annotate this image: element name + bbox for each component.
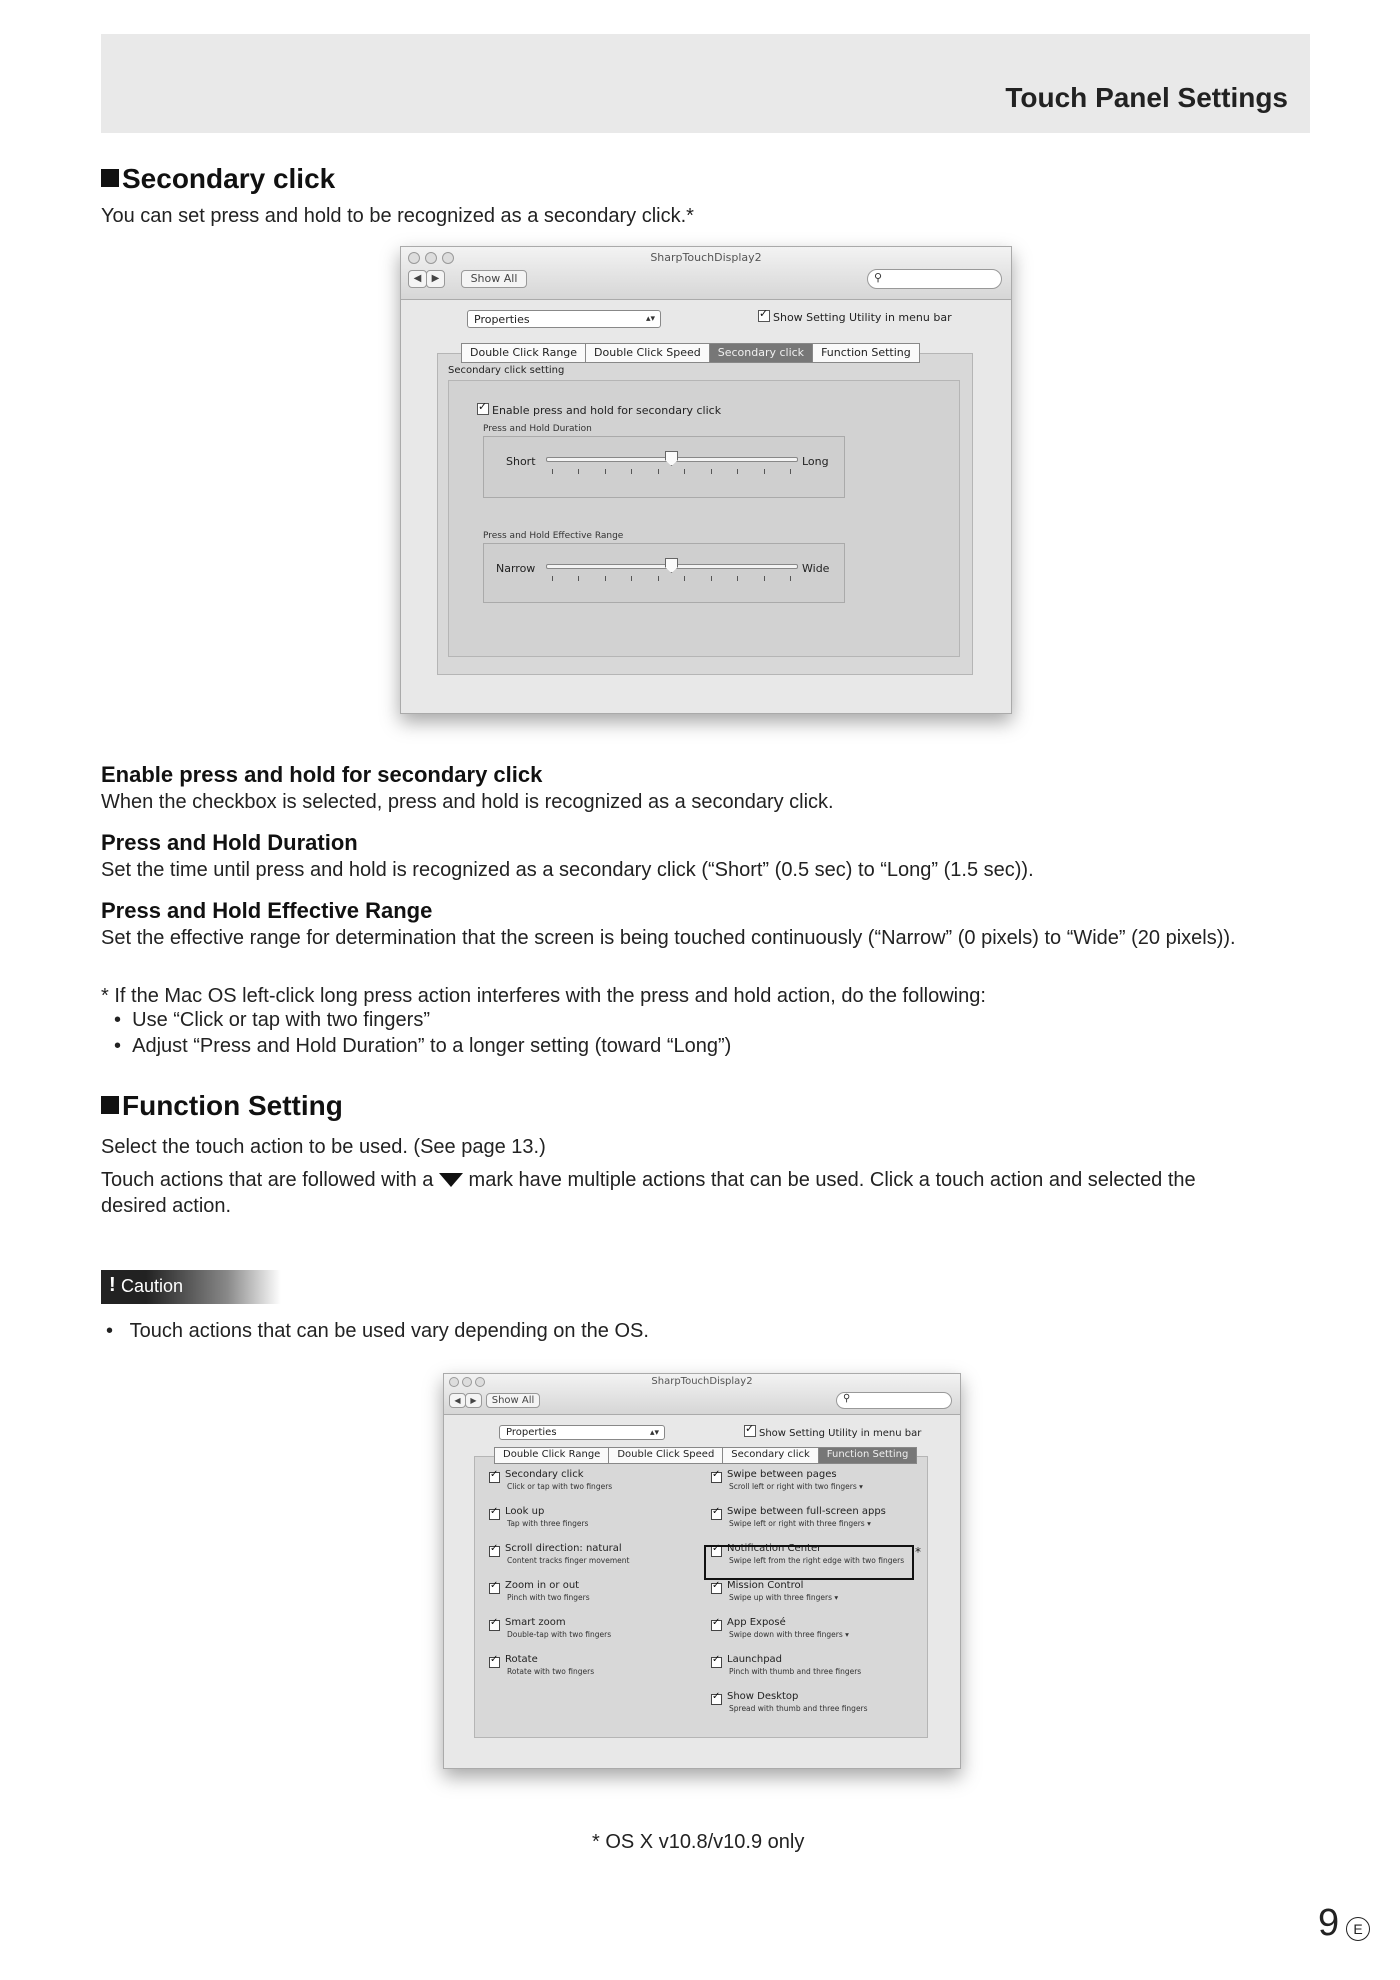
slider-tick — [737, 576, 738, 581]
function-item-subtitle: Swipe left from the right edge with two fingers — [729, 1556, 905, 1565]
duration-slider[interactable] — [546, 451, 796, 481]
checkbox-icon[interactable] — [489, 1546, 500, 1557]
function-p1: Select the touch action to be used. (See page 13.) — [101, 1136, 546, 1158]
slider-tick — [764, 576, 765, 581]
checkbox-icon[interactable] — [711, 1694, 722, 1705]
chevron-updown-icon: ▴▾ — [649, 1428, 659, 1438]
tab-panel — [437, 353, 973, 675]
function-item[interactable] — [727, 1469, 863, 1493]
forward-button[interactable]: ▶ — [426, 270, 445, 288]
show-utility-checkbox[interactable]: ✓ Show Setting Utility in menu bar — [744, 1425, 921, 1439]
desc-text-duration: Set the time until press and hold is recognized as a secondary click (“Short” (0.5 sec) to “Long” (1.5 sec)). — [101, 859, 1034, 881]
duration-label: Press and Hold Duration — [483, 424, 592, 434]
checkbox-icon[interactable] — [711, 1583, 722, 1594]
show-all-button[interactable]: Show All — [486, 1393, 540, 1408]
slider-tick — [578, 576, 579, 581]
slider-tick — [578, 469, 579, 474]
tab-bar — [461, 343, 920, 363]
show-all-button[interactable]: Show All — [461, 270, 527, 288]
page-number: 9 — [1318, 1902, 1340, 1944]
function-item[interactable] — [505, 1654, 594, 1678]
note-item: • Use “Click or tap with two fingers” — [114, 1009, 430, 1031]
range-slider-box — [483, 543, 845, 603]
function-item-title: Smart zoom — [505, 1617, 566, 1628]
function-item-title: Show Desktop — [727, 1691, 799, 1702]
function-item[interactable] — [505, 1469, 612, 1493]
range-max-label: Wide — [802, 562, 830, 575]
checkbox-icon[interactable] — [711, 1620, 722, 1631]
checkbox-icon[interactable] — [489, 1657, 500, 1668]
function-item-subtitle: Pinch with two fingers — [507, 1593, 590, 1602]
range-min-label: Narrow — [496, 562, 536, 575]
function-item[interactable] — [727, 1617, 849, 1641]
language-badge: E — [1346, 1917, 1370, 1941]
desc-title-range: Press and Hold Effective Range — [101, 898, 433, 923]
slider-tick — [631, 576, 632, 581]
function-item-title: Look up — [505, 1506, 545, 1517]
secondary-intro: You can set press and hold to be recognized as a secondary click.* — [101, 205, 694, 227]
function-item-subtitle: Swipe down with three fingers ▾ — [729, 1630, 849, 1639]
function-item-subtitle: Pinch with thumb and three fingers — [729, 1667, 862, 1676]
function-item-title: Scroll direction: natural — [505, 1543, 622, 1554]
checkbox-icon[interactable] — [711, 1657, 722, 1668]
slider-tick — [684, 576, 685, 581]
tab-double-click-speed[interactable]: Double Click Speed — [586, 344, 710, 362]
checkbox-icon — [744, 1425, 756, 1437]
checkbox-icon[interactable] — [489, 1620, 500, 1631]
slider-tick — [631, 469, 632, 474]
function-item[interactable] — [727, 1506, 886, 1530]
function-item-title: Mission Control — [727, 1580, 804, 1591]
function-item[interactable] — [505, 1506, 588, 1530]
search-input[interactable] — [867, 269, 1002, 289]
group-label: Secondary click setting — [448, 365, 565, 376]
duration-min-label: Short — [506, 455, 536, 468]
function-item[interactable] — [505, 1617, 611, 1641]
header-title: Touch Panel Settings — [1005, 82, 1288, 113]
checkbox-icon — [758, 310, 770, 322]
tab-function-setting[interactable]: Function Setting — [821, 346, 911, 359]
function-item[interactable] — [505, 1543, 629, 1567]
tab-secondary-click[interactable]: Secondary click — [710, 344, 813, 362]
window-title: SharpTouchDisplay2 — [651, 1376, 753, 1387]
range-label: Press and Hold Effective Range — [483, 531, 624, 541]
show-utility-checkbox[interactable]: ✓ Show Setting Utility in menu bar — [758, 310, 952, 324]
function-item-subtitle: Scroll left or right with two fingers ▾ — [729, 1482, 863, 1491]
page-header — [101, 34, 1310, 133]
slider-tick — [737, 469, 738, 474]
secondary-click-setting-box — [448, 380, 960, 657]
square-bullet-icon — [101, 1096, 119, 1114]
slider-tick — [605, 469, 606, 474]
search-icon: ⚲ — [843, 1393, 851, 1404]
window-title: SharpTouchDisplay2 — [650, 251, 762, 264]
function-item[interactable] — [505, 1580, 590, 1604]
range-slider[interactable] — [546, 558, 796, 588]
function-item-subtitle: Content tracks finger movement — [507, 1556, 630, 1565]
function-item[interactable] — [727, 1580, 838, 1604]
forward-button[interactable]: ▶ — [465, 1393, 482, 1408]
checkbox-icon[interactable] — [489, 1509, 500, 1520]
desc-title-enable: Enable press and hold for secondary click — [101, 762, 543, 787]
caution-badge: ! Caution — [101, 1270, 281, 1304]
secondary-click-dialog — [400, 246, 1012, 714]
function-item-title: Swipe between full-screen apps — [727, 1506, 886, 1517]
back-button[interactable]: ◀ — [408, 270, 427, 288]
tab-function-setting[interactable]: Function Setting — [819, 1448, 917, 1463]
function-item-subtitle: Swipe up with three fingers ▾ — [729, 1593, 839, 1602]
asterisk-mark: * — [915, 1545, 921, 1559]
slider-tick — [711, 576, 712, 581]
os-footnote: * OS X v10.8/v10.9 only — [592, 1831, 805, 1853]
slider-tick — [684, 469, 685, 474]
function-setting-dialog — [443, 1373, 961, 1769]
enable-press-hold-checkbox[interactable]: ✓Enable press and hold for secondary click — [477, 403, 721, 417]
slider-thumb[interactable] — [665, 558, 678, 573]
chevron-updown-icon: ▴▾ — [645, 314, 655, 324]
function-p2-cont: desired action. — [101, 1195, 232, 1217]
slider-tick — [552, 576, 553, 581]
slider-tick — [605, 576, 606, 581]
function-item-title: App Exposé — [727, 1617, 786, 1628]
caution-item: • Touch actions that can be used vary depending on the OS. — [106, 1320, 649, 1342]
square-bullet-icon — [101, 169, 119, 187]
slider-tick — [764, 469, 765, 474]
tab-panel — [474, 1456, 928, 1738]
checkbox-icon — [477, 403, 489, 415]
function-item[interactable] — [727, 1691, 868, 1715]
slider-tick — [711, 469, 712, 474]
exclamation-icon: ! — [109, 1274, 116, 1296]
checkbox-icon[interactable] — [711, 1472, 722, 1483]
function-item-title: Notification Center — [727, 1543, 822, 1554]
slider-tick — [552, 469, 553, 474]
function-item-subtitle: Rotate with two fingers — [507, 1667, 595, 1676]
slider-tick — [658, 576, 659, 581]
checkbox-icon[interactable] — [489, 1583, 500, 1594]
slider-thumb[interactable] — [665, 451, 678, 466]
desc-text-enable: When the checkbox is selected, press and hold is recognized as a secondary click. — [101, 791, 834, 813]
desc-title-duration: Press and Hold Duration — [101, 830, 358, 855]
tab-double-click-range[interactable]: Double Click Range — [495, 1448, 609, 1463]
checkbox-icon[interactable] — [711, 1509, 722, 1520]
function-item-subtitle: Double-tap with two fingers — [507, 1630, 612, 1639]
back-button[interactable]: ◀ — [449, 1393, 466, 1408]
function-item-title: Secondary click — [505, 1469, 584, 1480]
slider-tick — [658, 469, 659, 474]
function-item-subtitle: Swipe left or right with three fingers ▾ — [729, 1519, 871, 1528]
notification-center-highlight — [704, 1545, 914, 1580]
tab-bar — [494, 1447, 917, 1464]
function-item-subtitle: Click or tap with two fingers — [507, 1482, 613, 1491]
function-item-subtitle: Spread with thumb and three fingers — [729, 1704, 868, 1713]
secondary-click-heading: Secondary click — [101, 163, 335, 195]
tab-double-click-range[interactable]: Double Click Range — [462, 344, 586, 362]
duration-slider-box — [483, 436, 845, 498]
tab-secondary-click[interactable]: Secondary click — [723, 1448, 818, 1463]
properties-select[interactable]: Properties ▴▾ — [467, 310, 661, 328]
function-item[interactable] — [727, 1654, 861, 1678]
function-item-title: Launchpad — [727, 1654, 783, 1665]
note-text: * If the Mac OS left-click long press action interferes with the press and hold action, do the following: — [101, 985, 986, 1007]
triangle-down-icon — [439, 1173, 463, 1187]
function-item-title: Rotate — [505, 1654, 538, 1665]
note-item: • Adjust “Press and Hold Duration” to a longer setting (toward “Long”) — [114, 1035, 732, 1057]
search-icon: ⚲ — [874, 271, 883, 284]
function-item-title: Swipe between pages — [727, 1469, 837, 1480]
tab-double-click-speed[interactable]: Double Click Speed — [609, 1448, 723, 1463]
checkbox-icon[interactable] — [489, 1472, 500, 1483]
duration-max-label: Long — [802, 455, 829, 468]
slider-tick — [790, 469, 791, 474]
function-item-title: Zoom in or out — [505, 1580, 580, 1591]
desc-text-range: Set the effective range for determination that the screen is being touched continuously (“Narrow” (0 pixels) to “Wide” (20 pixels)). — [101, 927, 1236, 949]
function-setting-heading: Function Setting — [101, 1090, 343, 1122]
search-input[interactable] — [836, 1392, 952, 1409]
slider-tick — [790, 576, 791, 581]
properties-select[interactable]: Properties ▴▾ — [499, 1425, 665, 1440]
function-p2: Touch actions that are followed with a mark have multiple actions that can be used. Click a touch action and selected the — [101, 1169, 1196, 1191]
function-item-subtitle: Tap with three fingers — [507, 1519, 589, 1528]
